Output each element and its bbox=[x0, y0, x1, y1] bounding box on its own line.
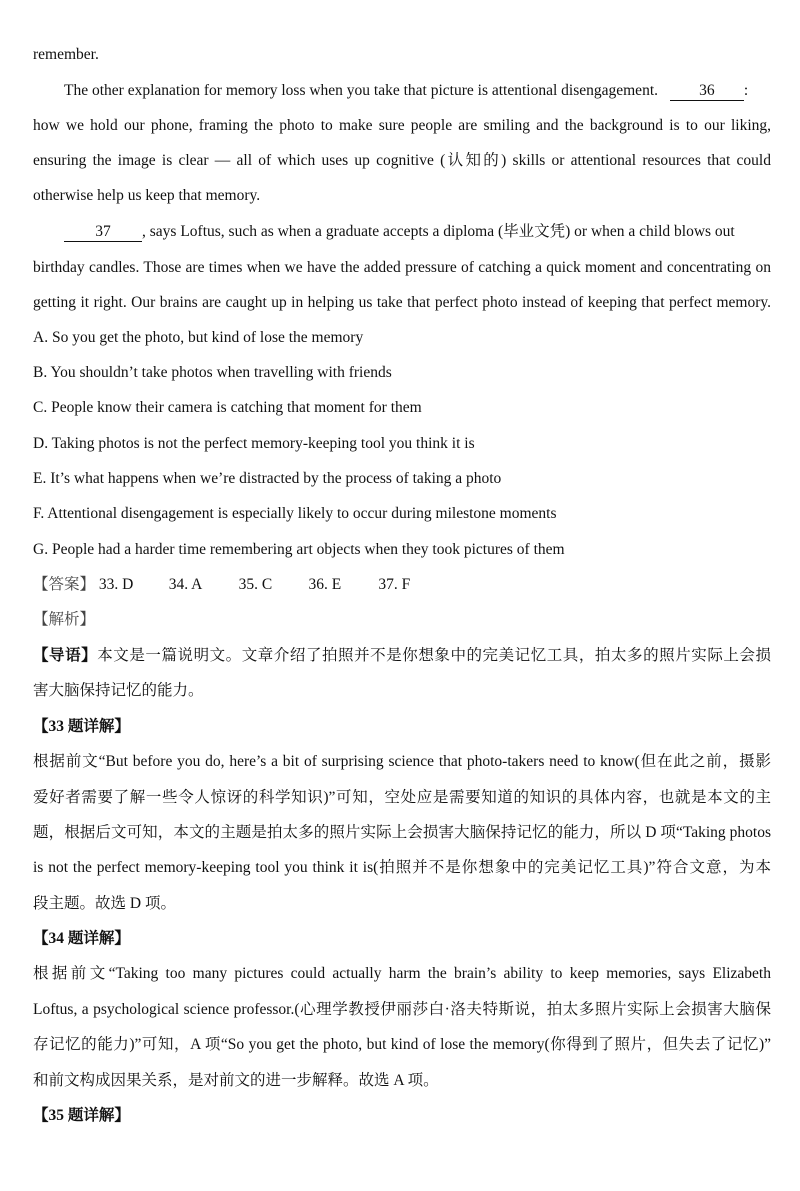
option-b: B. You shouldn’t take photos when travelling with friends bbox=[33, 364, 392, 381]
q35-label: 【35 题详解】 bbox=[33, 1107, 130, 1124]
q33-line: is not the perfect memory-keeping tool you think it is(拍照并不是你想象中的完美记忆工具)”符合文意，为本 bbox=[33, 859, 771, 876]
answer-item: 35. C bbox=[238, 576, 273, 593]
passage-line: otherwise help us keep that memory. bbox=[33, 187, 261, 204]
q34-line: 根据前文“Taking too many pictures could actually harm the brain’s ability to keep memories, says Elizabeth bbox=[33, 965, 771, 982]
answer-item: 37. F bbox=[378, 576, 411, 593]
blank-37: 37 bbox=[64, 223, 142, 242]
passage-text: The other explanation for memory loss when you take that picture is attentional disengagement. bbox=[64, 82, 658, 99]
passage-text: , says Loftus, such as when a graduate accepts a diploma (毕业文凭) or when a child blows out bbox=[142, 223, 735, 240]
answer-item: 36. E bbox=[308, 576, 342, 593]
passage-line: getting it right. Our brains are caught up in helping us take that perfect photo instead of keeping that perfect memory. bbox=[33, 294, 771, 311]
q34-line: 和前文构成因果关系，是对前文的进一步解释。故选 A 项。 bbox=[33, 1072, 439, 1089]
q33-line: 段主题。故选 D 项。 bbox=[33, 895, 176, 912]
passage-line: birthday candles. Those are times when we have the added pressure of catching a quick moment and concentrating on bbox=[33, 259, 771, 276]
intro-text: 本文是一篇说明文。文章介绍了拍照并不是你想象中的完美记忆工具，拍太多的照片实际上会损 bbox=[97, 647, 771, 664]
intro-line bbox=[33, 645, 771, 667]
option-a: A. So you get the photo, but kind of lose the memory bbox=[33, 329, 364, 346]
intro-line: 害大脑保持记忆的能力。 bbox=[33, 682, 204, 699]
option-f: F. Attentional disengagement is especially likely to occur during milestone moments bbox=[33, 505, 557, 522]
q33-line: 爱好者需要了解一些令人惊讶的科学知识)”可知，空处应是需要知道的知识的具体内容，也就是本文的主 bbox=[33, 789, 771, 806]
option-d: D. Taking photos is not the perfect memory-keeping tool you think it is bbox=[33, 435, 475, 452]
q33-line: 题，根据后文可知，本文的主题是拍太多的照片实际上会损害大脑保持记忆的能力，所以 D 项“Taking photos bbox=[33, 824, 771, 841]
passage-text: : bbox=[743, 82, 749, 99]
blank-36: 36 bbox=[670, 82, 744, 101]
q33-label: 【33 题详解】 bbox=[33, 718, 130, 735]
passage-line: how we hold our phone, framing the photo to make sure people are smiling and the background is to our liking, bbox=[33, 117, 771, 134]
passage-line: remember. bbox=[33, 46, 99, 63]
answer-item: 34. A bbox=[168, 576, 203, 593]
passage-line bbox=[64, 221, 771, 243]
answer-label: 【答案】 bbox=[33, 576, 96, 593]
option-c: C. People know their camera is catching that moment for them bbox=[33, 399, 422, 416]
analysis-label: 【解析】 bbox=[33, 611, 96, 628]
q33-line: 根据前文“But before you do, here’s a bit of surprising science that photo-takers need to know(但在此之前，摄影 bbox=[33, 753, 771, 770]
option-e: E. It’s what happens when we’re distracted by the process of taking a photo bbox=[33, 470, 502, 487]
passage-line bbox=[64, 80, 771, 102]
q34-line: 存记忆的能力)”可知，A 项“So you get the photo, but kind of lose the memory(你得到了照片，但失去了记忆)” bbox=[33, 1036, 771, 1053]
answer-item: 33. D bbox=[98, 576, 134, 593]
intro-label: 【导语】 bbox=[33, 647, 98, 664]
option-g: G. People had a harder time remembering art objects when they took pictures of them bbox=[33, 541, 565, 558]
passage-line: ensuring the image is clear — all of which uses up cognitive (认知的) skills or attentional resources that could bbox=[33, 152, 771, 169]
answer-row bbox=[33, 574, 771, 596]
q34-line: Loftus, a psychological science professor.(心理学教授伊丽莎白·洛夫特斯说，拍太多照片实际上会损害大脑保 bbox=[33, 1001, 771, 1018]
q34-label: 【34 题详解】 bbox=[33, 930, 130, 947]
